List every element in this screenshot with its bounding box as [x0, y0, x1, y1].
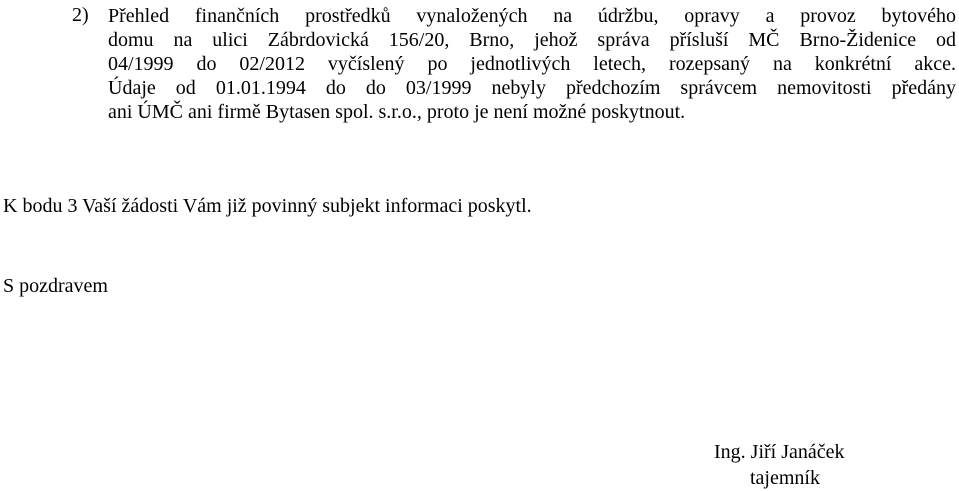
- signature-title: tajemník: [750, 467, 820, 489]
- item-line-5: ani ÚMČ ani firmě Bytasen spol. s.r.o., proto je není možné poskytnout.: [108, 101, 686, 123]
- greeting: S pozdravem: [3, 275, 108, 297]
- signature-name: Ing. Jiří Janáček: [714, 441, 845, 463]
- item-line-1: Přehled finančních prostředků vynaložených na údržbu, opravy a provoz bytového: [108, 5, 956, 27]
- item-line-3: 04/1999 do 02/2012 vyčíslený po jednotlivých letech, rozepsaný na konkrétní akce.: [108, 53, 956, 75]
- item-line-4: Údaje od 01.01.1994 do do 03/1999 nebyly předchozím správcem nemovitosti předány: [108, 77, 956, 99]
- item-number: 2): [72, 4, 89, 26]
- item-line-2: domu na ulici Zábrdovická 156/20, Brno, jehož správa přísluší MČ Brno-Židenice od: [108, 29, 956, 51]
- paragraph-bod-3: K bodu 3 Vaší žádosti Vám již povinný subjekt informaci poskytl.: [3, 195, 532, 217]
- signature-block: [714, 439, 874, 491]
- item-text: [108, 4, 956, 124]
